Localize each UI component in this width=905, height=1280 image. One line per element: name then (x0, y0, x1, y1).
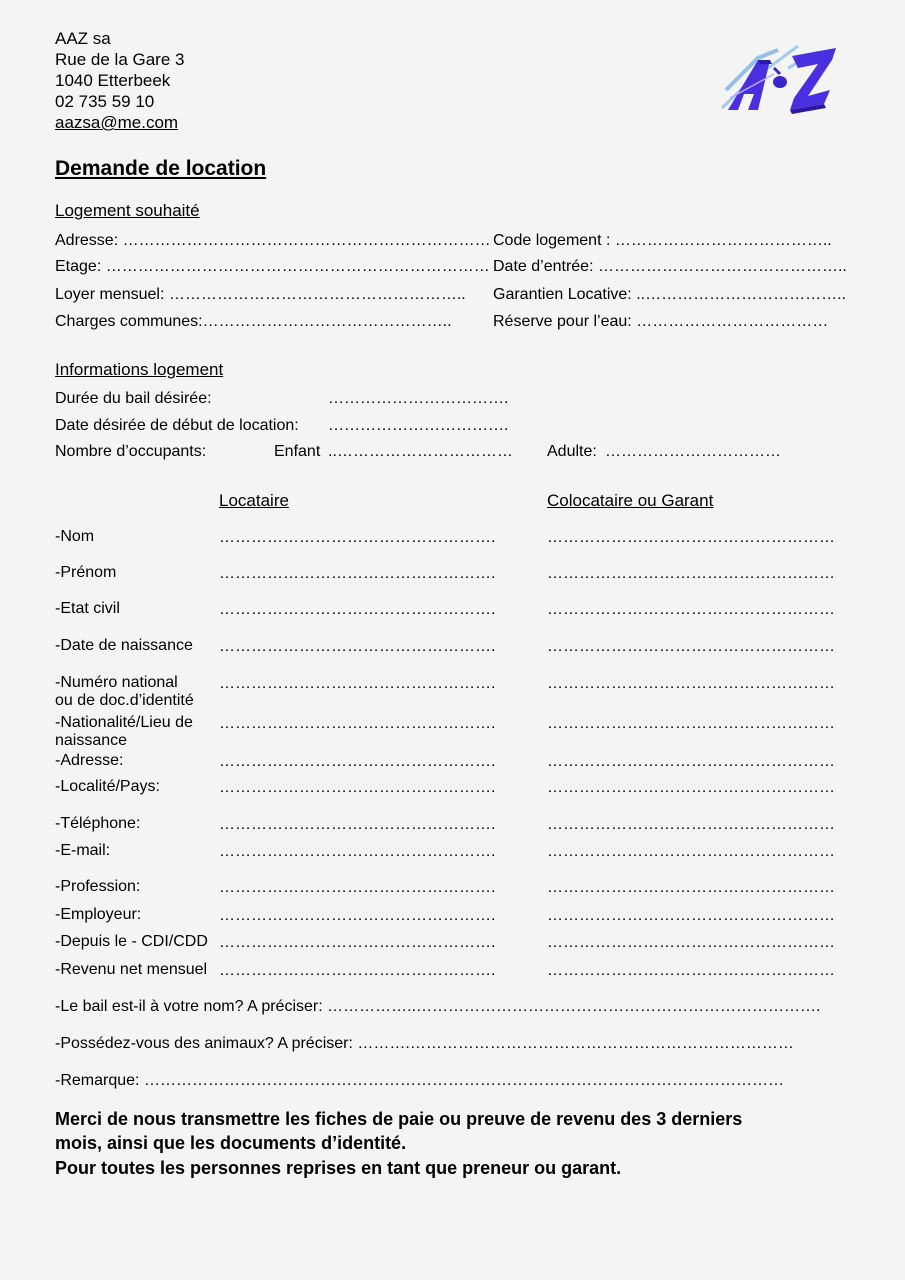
person-row-label-line: naissance (55, 732, 128, 749)
person-row-label-line: -Nationalité/Lieu de (55, 714, 193, 731)
field-garantie-locative[interactable] (493, 285, 846, 305)
person-row-label (55, 815, 140, 833)
field-dots: ……………………………………….. (597, 258, 847, 275)
question-bail-nom[interactable] (55, 997, 820, 1017)
colocataire-garant-field[interactable]: ……………………………………………… (547, 565, 835, 582)
field-label: Charges communes: (55, 313, 203, 330)
field-dots: …………………………………………………………… (122, 232, 491, 249)
person-row-label (55, 878, 140, 896)
company-logo (718, 38, 844, 120)
person-row-label (55, 714, 193, 750)
colocataire-garant-field[interactable]: ……………………………………………… (547, 962, 835, 979)
field-date-entree[interactable] (493, 257, 847, 277)
person-row-label (55, 752, 123, 770)
locataire-field[interactable]: ……………………………………………. (219, 879, 496, 896)
field-label: Loyer mensuel: (55, 286, 165, 303)
person-row-label-line: -E-mail: (55, 842, 111, 859)
footer-note-line-2: mois, ainsi que les documents d’identité. (55, 1133, 407, 1153)
field-dots: ..……………………………….. (636, 286, 846, 303)
colocataire-garant-field[interactable]: ……………………………………………… (547, 816, 835, 833)
field-dots: ……………………………………….. (202, 313, 452, 330)
locataire-field[interactable]: ……………………………………………. (219, 753, 496, 770)
label-date-debut-location: Date désirée de début de location: (55, 417, 299, 434)
field-charges-communes[interactable] (55, 312, 452, 332)
person-row-label (55, 600, 120, 618)
person-row-label-line: -Nom (55, 528, 95, 545)
locataire-field[interactable]: ……………………………………………. (219, 816, 496, 833)
logo-letter-a-grave (773, 68, 787, 88)
locataire-field[interactable]: ……………………………………………. (219, 565, 496, 582)
label-nombre-occupants: Nombre d’occupants: (55, 443, 207, 460)
field-label: Réserve pour l’eau: (493, 313, 632, 330)
locataire-field[interactable]: ……………………………………………. (219, 962, 496, 979)
locataire-field[interactable]: ……………………………………………. (219, 675, 496, 692)
colocataire-garant-field[interactable]: ……………………………………………… (547, 753, 835, 770)
logo-letter-z (790, 48, 836, 114)
field-enfant[interactable]: ..…………………………… (328, 443, 513, 460)
colocataire-garant-field[interactable]: ……………………………………………… (547, 529, 835, 546)
question-animaux[interactable] (55, 1034, 794, 1054)
label-enfant: Enfant (274, 443, 321, 460)
section-heading-informations-logement: Informations logement (55, 360, 224, 379)
person-row-label-line: -Numéro national (55, 674, 178, 691)
person-row-label-line: -Profession: (55, 878, 141, 895)
field-reserve-eau[interactable] (493, 312, 828, 332)
field-dots: ……………………………… (636, 313, 829, 330)
colocataire-garant-field[interactable]: ……………………………………………… (547, 675, 835, 692)
person-row-label-line: -Revenu net mensuel (55, 961, 208, 978)
question-label: -Possédez-vous des animaux? A préciser: (55, 1035, 353, 1052)
locataire-field[interactable]: ……………………………………………. (219, 638, 496, 655)
person-row-label (55, 906, 141, 924)
colocataire-garant-field[interactable]: ……………………………………………… (547, 638, 835, 655)
person-row-label (55, 933, 208, 951)
locataire-field[interactable]: ……………………………………………. (219, 779, 496, 796)
company-street: Rue de la Gare 3 (55, 50, 185, 69)
person-row-label (55, 528, 94, 546)
company-email-link[interactable]: aazsa@me.com (55, 113, 179, 132)
locataire-field[interactable]: ……………………………………………. (219, 715, 496, 732)
locataire-field[interactable]: ……………………………………………. (219, 843, 496, 860)
person-row-label (55, 961, 207, 979)
field-dots: ……………………………………………………………… (105, 258, 490, 275)
question-label: -Le bail est-il à votre nom? A préciser: (55, 998, 323, 1015)
company-name: AAZ sa (55, 29, 111, 48)
field-label: Etage: (55, 258, 102, 275)
label-adulte: Adulte: (547, 443, 597, 460)
colocataire-garant-field[interactable]: ……………………………………………… (547, 907, 835, 924)
colocataire-garant-field[interactable]: ……………………………………………… (547, 715, 835, 732)
person-row-label-line: -Date de naissance (55, 637, 193, 654)
field-date-debut-location[interactable]: ……………………………. (328, 417, 509, 434)
field-label: Date d’entrée: (493, 258, 594, 275)
person-row-label (55, 842, 110, 860)
person-row-label-line: -Prénom (55, 564, 117, 581)
field-code-logement[interactable] (493, 231, 832, 251)
field-duree-bail[interactable]: ……………………………. (328, 390, 509, 407)
column-header-colocataire-garant: Colocataire ou Garant (547, 491, 714, 510)
person-row-label-line: ou de doc.d’identité (55, 692, 194, 709)
page-title: Demande de location (55, 157, 267, 180)
column-header-locataire: Locataire (219, 491, 289, 510)
person-row-label-line: -Etat civil (55, 600, 120, 617)
question-dots: ……….……………………………………………………………… (357, 1035, 794, 1052)
colocataire-garant-field[interactable]: ……………………………………………… (547, 934, 835, 951)
colocataire-garant-field[interactable]: ……………………………………………… (547, 843, 835, 860)
field-label: Code logement : (493, 232, 611, 249)
field-etage[interactable] (55, 257, 490, 277)
field-dots: ………………………………….. (614, 232, 832, 249)
field-loyer-mensuel[interactable] (55, 285, 466, 305)
person-row-label (55, 564, 116, 582)
person-row-label-line: -Localité/Pays: (55, 778, 160, 795)
colocataire-garant-field[interactable]: ……………………………………………… (547, 779, 835, 796)
person-row-label-line: -Depuis le - CDI/CDD (55, 933, 208, 950)
company-city: 1040 Etterbeek (55, 71, 171, 90)
footer-note-line-3: Pour toutes les personnes reprises en tant que preneur ou garant. (55, 1158, 622, 1178)
person-row-label-line: -Téléphone: (55, 815, 141, 832)
person-row-label (55, 674, 194, 710)
person-row-label-line: -Adresse: (55, 752, 124, 769)
person-row-label-line: -Employeur: (55, 906, 142, 923)
label-duree-bail: Durée du bail désirée: (55, 390, 212, 407)
field-dots: ……………………………………………….. (168, 286, 466, 303)
question-dots: ……………..…………………………………………………………………. (327, 998, 821, 1015)
locataire-field[interactable]: ……………………………………………. (219, 934, 496, 951)
field-adulte[interactable]: …………………………… (605, 443, 781, 460)
field-label: Garantien Locative: (493, 286, 632, 303)
person-row-label (55, 778, 160, 796)
colocataire-garant-field[interactable]: ……………………………………………… (547, 601, 835, 618)
question-remarque[interactable] (55, 1071, 784, 1091)
section-heading-logement-souhaite: Logement souhaité (55, 201, 200, 220)
person-row-label (55, 637, 193, 655)
locataire-field[interactable]: ……………………………………………. (219, 529, 496, 546)
footer-note-line-1: Merci de nous transmettre les fiches de paie ou preuve de revenu des 3 derniers (55, 1109, 743, 1129)
company-phone: 02 735 59 10 (55, 92, 155, 111)
field-label: Adresse: (55, 232, 119, 249)
locataire-field[interactable]: ……………………………………………. (219, 601, 496, 618)
locataire-field[interactable]: ……………………………………………. (219, 907, 496, 924)
question-label: -Remarque: (55, 1072, 140, 1089)
field-adresse[interactable] (55, 231, 491, 251)
colocataire-garant-field[interactable]: ……………………………………………… (547, 879, 835, 896)
question-dots: ………………………………………………………………………………………………………… (143, 1072, 784, 1089)
